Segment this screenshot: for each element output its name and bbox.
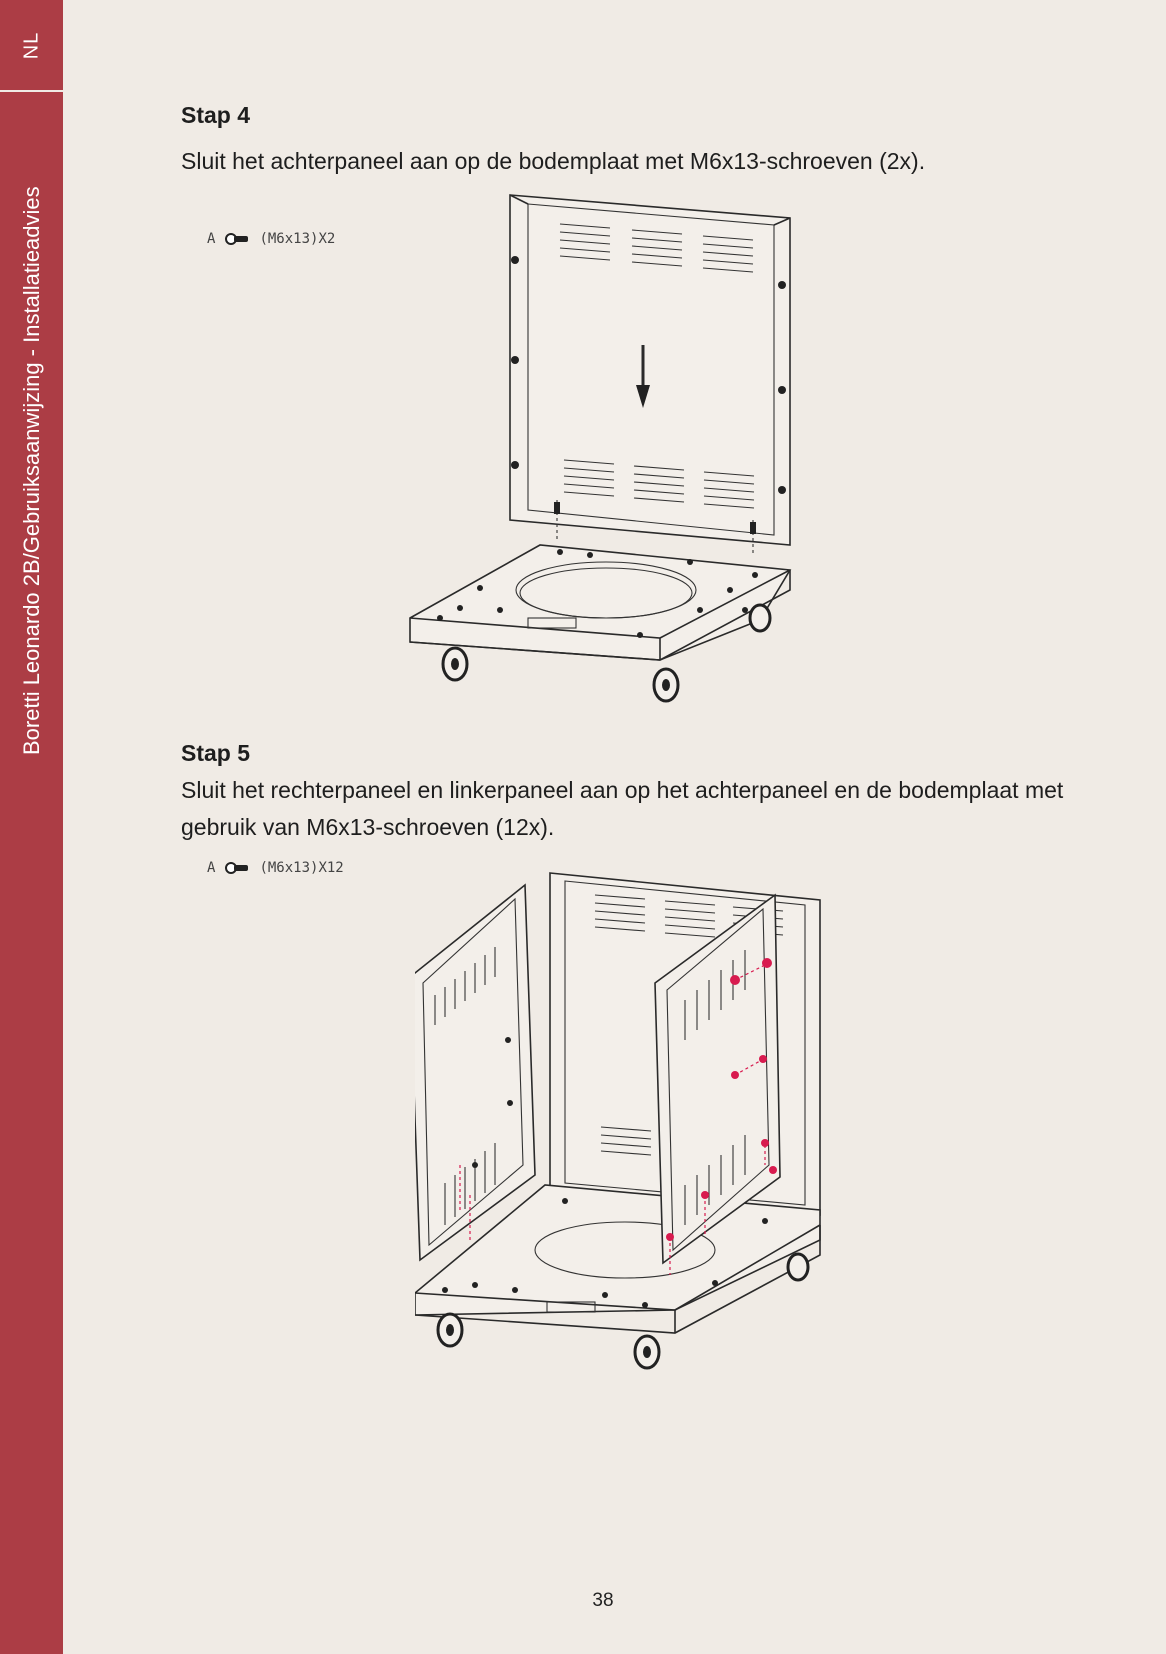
language-label: NL <box>19 31 42 59</box>
step-5-parts-label <box>207 860 344 876</box>
step-4-heading: Stap 4 <box>181 102 251 128</box>
step-5-text: Sluit het rechterpaneel en linkerpaneel aan op het achterpaneel en de bodemplaat met gebruik van M6x13-schroeven (12x). <box>181 777 1064 840</box>
language-tab <box>0 0 63 92</box>
part-quantity: (M6x13)X12 <box>259 860 344 876</box>
page-number: 38 <box>592 1590 614 1611</box>
part-quantity: (M6x13)X2 <box>259 231 336 247</box>
step-4-text: Sluit het achterpaneel aan op de bodemplaat met M6x13-schroeven (2x). <box>181 148 926 174</box>
part-letter: A <box>207 231 216 247</box>
step-4-diagram <box>400 190 800 710</box>
screw-icon <box>225 861 249 875</box>
document-title: Boretti Leonardo 2B/Gebruiksaanwijzing - Installatieadvies <box>19 186 44 755</box>
step-5-diagram <box>415 865 835 1385</box>
step-4-parts-label <box>207 231 335 247</box>
part-letter: A <box>207 860 216 876</box>
sidebar <box>0 0 63 1654</box>
step-5-heading: Stap 5 <box>181 740 251 766</box>
screw-icon <box>225 232 249 246</box>
